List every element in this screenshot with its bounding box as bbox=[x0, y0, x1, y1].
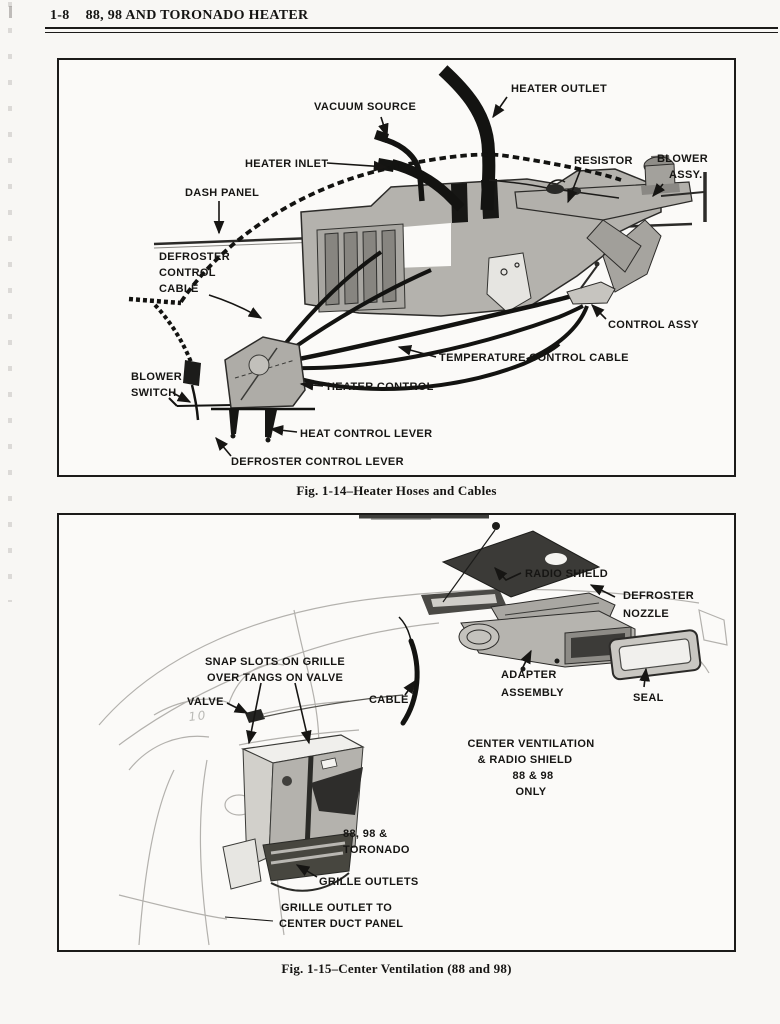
heater-control-part bbox=[211, 337, 315, 443]
label-note-4: ONLY bbox=[515, 786, 547, 798]
label-seal: SEAL bbox=[633, 692, 664, 704]
leader-defroster-lever bbox=[216, 438, 231, 456]
label-defroster-nozzle-2: NOZZLE bbox=[623, 608, 670, 620]
heat-lever bbox=[265, 410, 277, 438]
shield-screw bbox=[492, 522, 500, 530]
label-grille-outlet-to-2: CENTER DUCT PANEL bbox=[279, 918, 404, 930]
label-defroster-cable-3: CABLE bbox=[159, 283, 199, 295]
label-blower-assy-1: BLOWER bbox=[657, 153, 708, 165]
label-defroster-cable-1: DEFROSTER bbox=[159, 251, 230, 263]
label-radio-shield: RADIO SHIELD bbox=[525, 568, 609, 580]
figure-2-caption: Fig. 1-15–Center Ventilation (88 and 98) bbox=[281, 961, 512, 976]
figure-1-frame bbox=[57, 58, 736, 477]
label-blower-assy-2: ASSY. bbox=[669, 169, 703, 181]
adapter-assembly-part bbox=[459, 611, 635, 672]
label-valve: VALVE bbox=[187, 696, 224, 708]
label-control-assy: CONTROL ASSY bbox=[608, 319, 699, 331]
leader-heater-outlet bbox=[493, 97, 507, 117]
label-grille-outlets: GRILLE OUTLETS bbox=[319, 876, 419, 888]
scan-smudge bbox=[359, 515, 489, 520]
label-resistor: RESISTOR bbox=[574, 155, 633, 167]
label-models-1: 88, 98 & bbox=[343, 828, 388, 840]
label-heater-inlet: HEATER INLET bbox=[245, 158, 329, 170]
label-defroster-lever: DEFROSTER CONTROL LEVER bbox=[231, 456, 404, 468]
label-adapter-assembly-2: ASSEMBLY bbox=[501, 687, 564, 699]
defroster-lever bbox=[229, 410, 239, 434]
radio-shield-part bbox=[443, 522, 599, 602]
label-grille-outlet-to-1: GRILLE OUTLET TO bbox=[281, 902, 393, 914]
label-cable: CABLE bbox=[369, 694, 409, 706]
label-models-2: TORONADO bbox=[343, 844, 410, 856]
label-snap-slots-1: SNAP SLOTS ON GRILLE bbox=[205, 656, 346, 668]
scan-edge-mark bbox=[9, 6, 12, 18]
leader-heater-inlet bbox=[327, 163, 386, 167]
figure-1-illustration bbox=[59, 60, 734, 475]
figure-1-caption: Fig. 1-14–Heater Hoses and Cables bbox=[296, 483, 497, 498]
label-temperature-cable: TEMPERATURE CONTROL CABLE bbox=[439, 352, 629, 364]
scan-edge-artifacts bbox=[8, 2, 12, 602]
center-duct-part bbox=[223, 735, 363, 891]
label-defroster-cable-2: CONTROL bbox=[159, 267, 216, 279]
label-heat-lever: HEAT CONTROL LEVER bbox=[300, 428, 433, 440]
label-blower-switch-1: BLOWER bbox=[131, 371, 182, 383]
label-note-3: 88 & 98 bbox=[512, 770, 554, 782]
pencil-mark: 10 bbox=[187, 708, 208, 724]
label-defroster-nozzle-1: DEFROSTER bbox=[623, 590, 694, 602]
leader-heat-lever bbox=[271, 429, 297, 432]
label-vacuum-source: VACUUM SOURCE bbox=[314, 101, 417, 113]
label-heater-outlet: HEATER OUTLET bbox=[511, 83, 608, 95]
page-header bbox=[50, 8, 770, 24]
page-number: 1-8 bbox=[50, 8, 70, 23]
page-title: 88, 98 AND TORONADO HEATER bbox=[85, 8, 309, 23]
leader-grille-outlet-to bbox=[225, 917, 273, 921]
label-blower-switch-2: SWITCH bbox=[131, 387, 177, 399]
figure-2-frame bbox=[57, 513, 736, 952]
figure-2-illustration bbox=[59, 515, 734, 950]
leader-snap-slots-right bbox=[295, 683, 309, 743]
label-dash-panel: DASH PANEL bbox=[185, 187, 260, 199]
label-snap-slots-2: OVER TANGS ON VALVE bbox=[207, 672, 344, 684]
header-rule bbox=[45, 27, 778, 33]
leader-valve bbox=[227, 703, 247, 713]
leader-control-assy bbox=[592, 305, 606, 319]
leader-defroster-cable bbox=[209, 295, 261, 318]
vent-cable-part bbox=[399, 617, 417, 723]
label-adapter-assembly-1: ADAPTER bbox=[501, 669, 557, 681]
label-note-2: & RADIO SHIELD bbox=[477, 754, 573, 766]
label-note-1: CENTER VENTILATION bbox=[467, 738, 595, 750]
label-heater-control: HEATER CONTROL bbox=[327, 381, 434, 393]
